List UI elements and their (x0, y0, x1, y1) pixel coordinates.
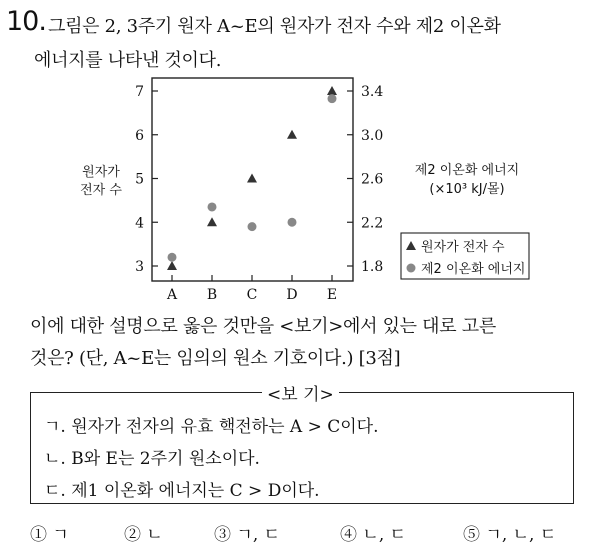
legend-label: 제2 이온화 에너지 (421, 262, 526, 277)
bogi-item-1: ㄱ. 원자가 전자의 유효 핵전하는 A > C이다. (44, 417, 379, 437)
chart-legend (401, 233, 529, 279)
right-tick-label: 3.4 (361, 84, 384, 100)
choice-2[interactable]: ② ㄴ (124, 525, 163, 545)
right-axis-label-line2: (×10³ kJ/몰) (429, 182, 505, 197)
left-axis-label-line1: 원자가 (82, 165, 120, 180)
x-tick-label-E: E (326, 287, 338, 303)
choice-5[interactable]: ⑤ ㄱ, ㄴ, ㄷ (463, 525, 557, 545)
right-axis-label-line1: 제2 이온화 에너지 (414, 163, 520, 178)
x-tick-label-D: D (286, 287, 298, 303)
left-tick-label: 7 (135, 84, 144, 100)
left-tick-label: 6 (135, 127, 144, 144)
chart-marks (167, 86, 337, 270)
right-tick-label: 1.8 (361, 259, 384, 275)
legend-circle-icon (407, 264, 416, 273)
x-tick-label-C: C (246, 287, 258, 303)
triangle-point-C (247, 174, 257, 183)
bogi-title: <보 기> (262, 380, 339, 405)
left-tick-label: 5 (135, 171, 144, 188)
circle-point-E (328, 94, 337, 103)
question-text-line1: 그림은 2, 3주기 원자 A~E의 원자가 전자 수와 제2 이온화 (48, 16, 501, 37)
circle-point-C (248, 222, 257, 231)
x-tick-label-A: A (166, 287, 178, 303)
chart-ticks (135, 84, 383, 303)
prompt-line1: 이에 대한 설명으로 옳은 것만을 <보기>에서 있는 대로 고른 (30, 316, 496, 337)
circle-point-B (208, 202, 217, 211)
triangle-point-B (207, 217, 217, 226)
circle-point-A (168, 253, 177, 262)
bogi-item-2: ㄴ. B와 E는 2주기 원소이다. (44, 449, 260, 469)
circle-point-D (288, 218, 297, 227)
left-axis-label-line2: 전자 수 (80, 183, 122, 198)
triangle-point-D (287, 130, 297, 139)
right-tick-label: 2.6 (361, 171, 384, 188)
bogi-item-3: ㄷ. 제1 이온화 에너지는 C > D이다. (44, 481, 320, 501)
x-tick-label-B: B (206, 287, 218, 303)
prompt-line2: 것은? (단, A~E는 임의의 원소 기호이다.) [3점] (30, 348, 401, 369)
left-tick-label: 3 (135, 259, 144, 275)
question-text-line2: 에너지를 나타낸 것이다. (34, 50, 222, 71)
right-tick-label: 3.0 (361, 127, 384, 144)
left-tick-label: 4 (135, 215, 144, 232)
triangle-point-E (327, 86, 337, 95)
legend-label: 원자가 전자 수 (421, 240, 505, 255)
choice-1[interactable]: ① ㄱ (30, 525, 69, 545)
triangle-point-A (167, 261, 177, 270)
choice-3[interactable]: ③ ㄱ, ㄷ (214, 525, 281, 545)
question-number: 10. (6, 6, 46, 37)
right-tick-label: 2.2 (361, 215, 384, 232)
choice-4[interactable]: ④ ㄴ, ㄷ (340, 525, 407, 545)
